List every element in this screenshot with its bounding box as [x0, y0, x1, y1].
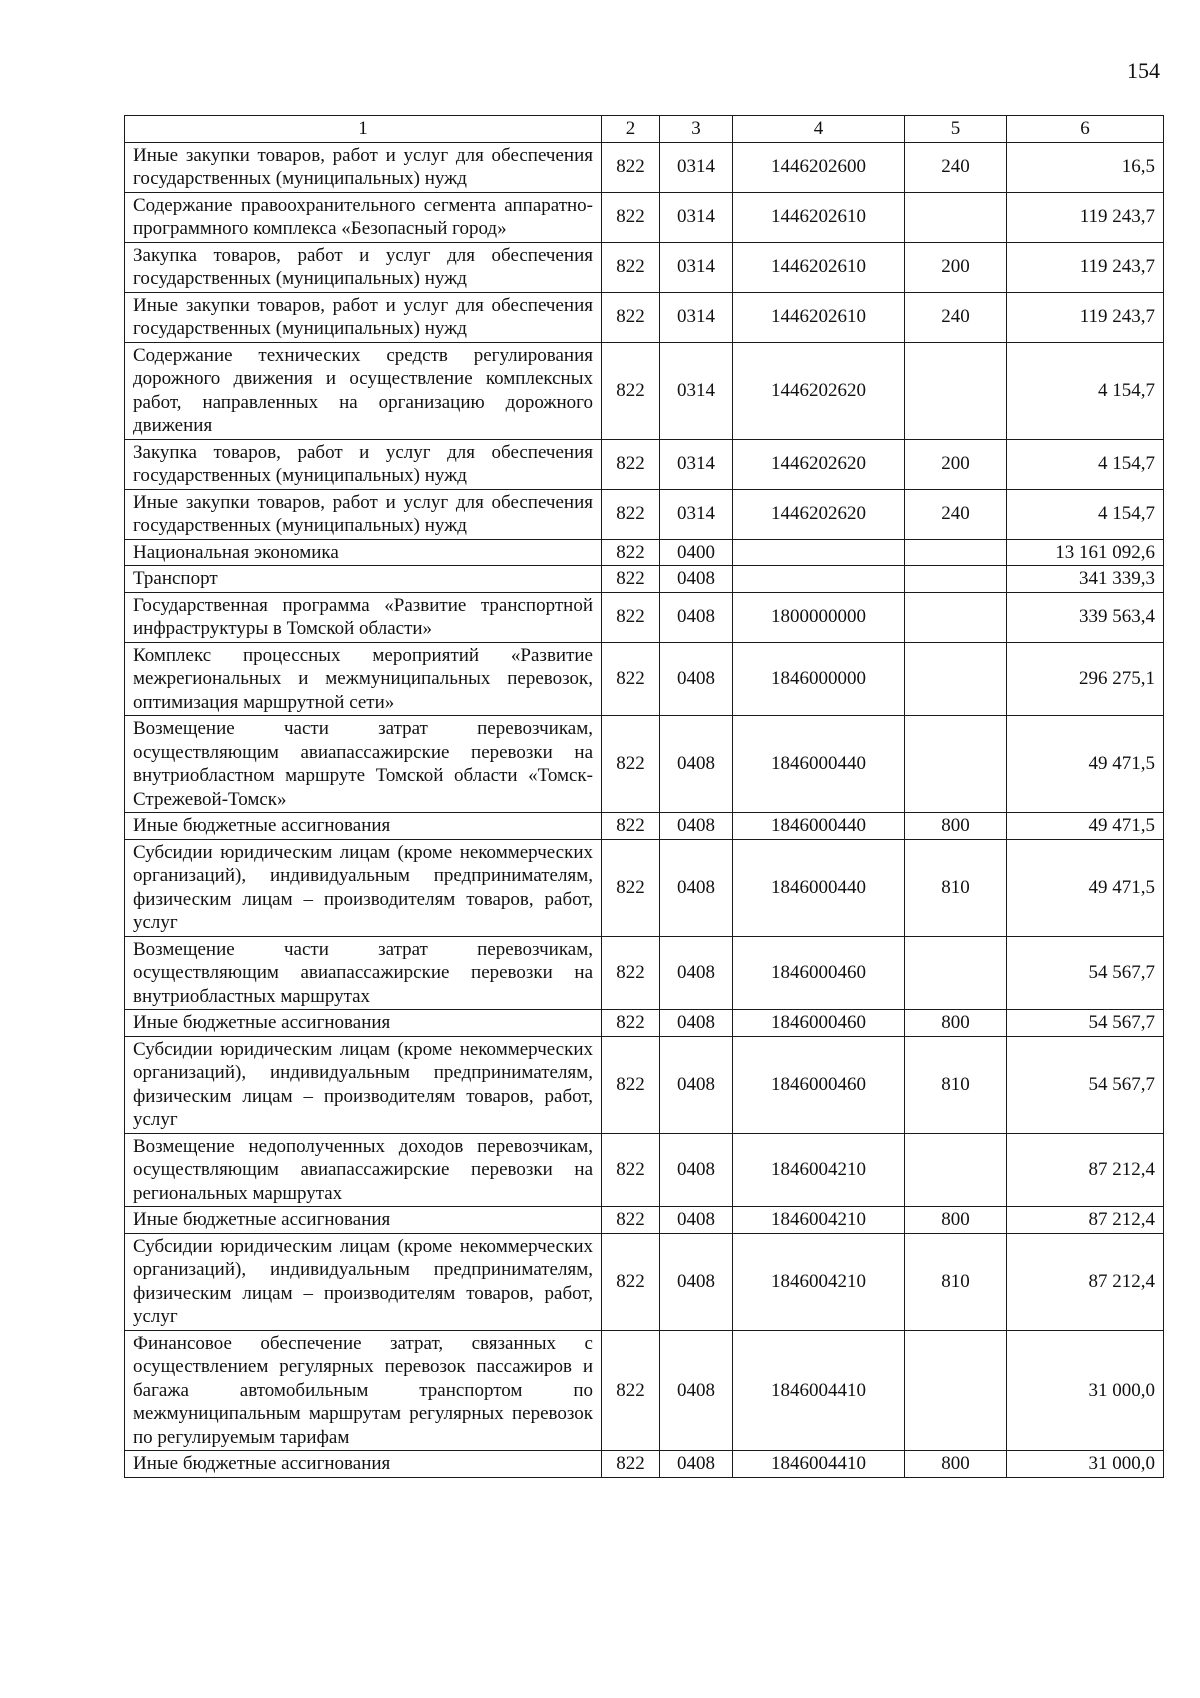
expense-type-cell: 810 — [905, 1036, 1007, 1133]
admin-code-cell: 822 — [602, 1207, 660, 1234]
target-article-cell: 1446202620 — [733, 342, 905, 439]
table-row — [125, 242, 1164, 292]
expense-type-cell: 240 — [905, 142, 1007, 192]
section-code-cell: 0408 — [660, 813, 733, 840]
target-article-cell: 1446202610 — [733, 242, 905, 292]
expense-type-cell — [905, 342, 1007, 439]
amount-cell: 87 212,4 — [1007, 1233, 1164, 1330]
target-article-cell: 1846004410 — [733, 1330, 905, 1451]
section-code-cell: 0314 — [660, 242, 733, 292]
target-article-cell: 1846004410 — [733, 1451, 905, 1478]
row-name-cell: Субсидии юридическим лицам (кроме некоммерческих организаций), индивидуальным предпринимателям, физическим лицам – производителям товаров, работ, услуг — [125, 839, 602, 936]
table-row — [125, 839, 1164, 936]
amount-cell: 54 567,7 — [1007, 1036, 1164, 1133]
section-code-cell: 0408 — [660, 1133, 733, 1207]
admin-code-cell: 822 — [602, 192, 660, 242]
target-article-cell — [733, 539, 905, 566]
target-article-cell: 1446202600 — [733, 142, 905, 192]
expense-type-cell — [905, 192, 1007, 242]
amount-cell: 31 000,0 — [1007, 1451, 1164, 1478]
header-row — [125, 116, 1164, 143]
amount-cell: 119 243,7 — [1007, 292, 1164, 342]
admin-code-cell: 822 — [602, 1451, 660, 1478]
amount-cell: 87 212,4 — [1007, 1133, 1164, 1207]
row-name-cell: Субсидии юридическим лицам (кроме некоммерческих организаций), индивидуальным предпринимателям, физическим лицам – производителям товаров, работ, услуг — [125, 1036, 602, 1133]
target-article-cell: 1846004210 — [733, 1207, 905, 1234]
row-name-cell: Содержание правоохранительного сегмента аппаратно-программного комплекса «Безопасный город» — [125, 192, 602, 242]
admin-code-cell: 822 — [602, 642, 660, 716]
table-row — [125, 142, 1164, 192]
admin-code-cell: 822 — [602, 813, 660, 840]
admin-code-cell: 822 — [602, 292, 660, 342]
target-article-cell: 1846000440 — [733, 839, 905, 936]
target-article-cell: 1846004210 — [733, 1233, 905, 1330]
expense-type-cell: 810 — [905, 1233, 1007, 1330]
section-code-cell: 0408 — [660, 839, 733, 936]
expense-type-cell: 240 — [905, 292, 1007, 342]
row-name-cell: Государственная программа «Развитие транспортной инфраструктуры в Томской области» — [125, 592, 602, 642]
section-code-cell: 0408 — [660, 592, 733, 642]
amount-cell: 31 000,0 — [1007, 1330, 1164, 1451]
section-code-cell: 0314 — [660, 342, 733, 439]
row-name-cell: Иные бюджетные ассигнования — [125, 1451, 602, 1478]
expense-type-cell: 200 — [905, 242, 1007, 292]
section-code-cell: 0400 — [660, 539, 733, 566]
table-row — [125, 1451, 1164, 1478]
admin-code-cell: 822 — [602, 1010, 660, 1037]
row-name-cell: Иные бюджетные ассигнования — [125, 1207, 602, 1234]
expense-type-cell — [905, 936, 1007, 1010]
expense-type-cell: 800 — [905, 1451, 1007, 1478]
row-name-cell: Иные закупки товаров, работ и услуг для обеспечения государственных (муниципальных) нужд — [125, 292, 602, 342]
amount-cell: 119 243,7 — [1007, 192, 1164, 242]
target-article-cell: 1846000460 — [733, 1010, 905, 1037]
column-header-1: 1 — [125, 116, 602, 143]
budget-table — [124, 115, 1164, 1478]
row-name-cell: Возмещение части затрат перевозчикам, осуществляющим авиапассажирские перевозки на внутриобластном маршруте Томской области «Томск-Стрежевой-Томск» — [125, 716, 602, 813]
row-name-cell: Комплекс процессных мероприятий «Развитие межрегиональных и межмуниципальных перевозок, оптимизация маршрутной сети» — [125, 642, 602, 716]
expense-type-cell — [905, 1330, 1007, 1451]
section-code-cell: 0314 — [660, 489, 733, 539]
target-article-cell: 1800000000 — [733, 592, 905, 642]
row-name-cell: Иные бюджетные ассигнования — [125, 813, 602, 840]
target-article-cell: 1846000440 — [733, 813, 905, 840]
column-header-5: 5 — [905, 116, 1007, 143]
page-number: 154 — [1127, 58, 1160, 83]
amount-cell: 49 471,5 — [1007, 813, 1164, 840]
section-code-cell: 0408 — [660, 1010, 733, 1037]
section-code-cell: 0408 — [660, 642, 733, 716]
expense-type-cell — [905, 566, 1007, 593]
expense-type-cell: 810 — [905, 839, 1007, 936]
table-row — [125, 1133, 1164, 1207]
amount-cell: 4 154,7 — [1007, 439, 1164, 489]
expense-type-cell: 240 — [905, 489, 1007, 539]
section-code-cell: 0314 — [660, 439, 733, 489]
admin-code-cell: 822 — [602, 242, 660, 292]
amount-cell: 16,5 — [1007, 142, 1164, 192]
column-header-4: 4 — [733, 116, 905, 143]
target-article-cell — [733, 566, 905, 593]
admin-code-cell: 822 — [602, 936, 660, 1010]
table-body — [125, 142, 1164, 1477]
section-code-cell: 0314 — [660, 192, 733, 242]
row-name-cell: Иные бюджетные ассигнования — [125, 1010, 602, 1037]
expense-type-cell — [905, 539, 1007, 566]
table-row — [125, 489, 1164, 539]
amount-cell: 87 212,4 — [1007, 1207, 1164, 1234]
table-row — [125, 716, 1164, 813]
admin-code-cell: 822 — [602, 342, 660, 439]
admin-code-cell: 822 — [602, 439, 660, 489]
expense-type-cell — [905, 642, 1007, 716]
section-code-cell: 0314 — [660, 292, 733, 342]
section-code-cell: 0408 — [660, 1330, 733, 1451]
expense-type-cell — [905, 592, 1007, 642]
amount-cell: 119 243,7 — [1007, 242, 1164, 292]
admin-code-cell: 822 — [602, 566, 660, 593]
target-article-cell: 1846000460 — [733, 1036, 905, 1133]
section-code-cell: 0408 — [660, 1207, 733, 1234]
target-article-cell: 1846004210 — [733, 1133, 905, 1207]
row-name-cell: Национальная экономика — [125, 539, 602, 566]
table-row — [125, 936, 1164, 1010]
section-code-cell: 0408 — [660, 566, 733, 593]
table-row — [125, 1330, 1164, 1451]
table-row — [125, 1207, 1164, 1234]
amount-cell: 4 154,7 — [1007, 489, 1164, 539]
table-row — [125, 566, 1164, 593]
amount-cell: 13 161 092,6 — [1007, 539, 1164, 566]
row-name-cell: Возмещение недополученных доходов перевозчикам, осуществляющим авиапассажирские перевозки на региональных маршрутах — [125, 1133, 602, 1207]
expense-type-cell: 200 — [905, 439, 1007, 489]
table-row — [125, 342, 1164, 439]
target-article-cell: 1446202620 — [733, 489, 905, 539]
amount-cell: 49 471,5 — [1007, 716, 1164, 813]
section-code-cell: 0314 — [660, 142, 733, 192]
amount-cell: 54 567,7 — [1007, 1010, 1164, 1037]
row-name-cell: Иные закупки товаров, работ и услуг для обеспечения государственных (муниципальных) нужд — [125, 489, 602, 539]
amount-cell: 4 154,7 — [1007, 342, 1164, 439]
target-article-cell: 1846000440 — [733, 716, 905, 813]
row-name-cell: Иные закупки товаров, работ и услуг для обеспечения государственных (муниципальных) нужд — [125, 142, 602, 192]
target-article-cell: 1446202610 — [733, 192, 905, 242]
admin-code-cell: 822 — [602, 539, 660, 566]
target-article-cell: 1446202620 — [733, 439, 905, 489]
table-row — [125, 1036, 1164, 1133]
expense-type-cell — [905, 1133, 1007, 1207]
amount-cell: 339 563,4 — [1007, 592, 1164, 642]
row-name-cell: Возмещение части затрат перевозчикам, осуществляющим авиапассажирские перевозки на внутриобластных маршрутах — [125, 936, 602, 1010]
column-header-2: 2 — [602, 116, 660, 143]
table-row — [125, 1010, 1164, 1037]
amount-cell: 341 339,3 — [1007, 566, 1164, 593]
table-row — [125, 1233, 1164, 1330]
expense-type-cell: 800 — [905, 1207, 1007, 1234]
row-name-cell: Закупка товаров, работ и услуг для обеспечения государственных (муниципальных) нужд — [125, 439, 602, 489]
section-code-cell: 0408 — [660, 1451, 733, 1478]
table-row — [125, 439, 1164, 489]
section-code-cell: 0408 — [660, 1036, 733, 1133]
section-code-cell: 0408 — [660, 936, 733, 1010]
expense-type-cell — [905, 716, 1007, 813]
row-name-cell: Субсидии юридическим лицам (кроме некоммерческих организаций), индивидуальным предпринимателям, физическим лицам – производителям товаров, работ, услуг — [125, 1233, 602, 1330]
admin-code-cell: 822 — [602, 716, 660, 813]
admin-code-cell: 822 — [602, 839, 660, 936]
column-header-6: 6 — [1007, 116, 1164, 143]
table-row — [125, 539, 1164, 566]
amount-cell: 296 275,1 — [1007, 642, 1164, 716]
amount-cell: 49 471,5 — [1007, 839, 1164, 936]
admin-code-cell: 822 — [602, 489, 660, 539]
admin-code-cell: 822 — [602, 142, 660, 192]
table-row — [125, 292, 1164, 342]
section-code-cell: 0408 — [660, 1233, 733, 1330]
table-row — [125, 192, 1164, 242]
target-article-cell: 1846000460 — [733, 936, 905, 1010]
section-code-cell: 0408 — [660, 716, 733, 813]
admin-code-cell: 822 — [602, 1133, 660, 1207]
table-row — [125, 592, 1164, 642]
row-name-cell: Содержание технических средств регулирования дорожного движения и осуществление комплексных работ, направленных на организацию дорожного движения — [125, 342, 602, 439]
admin-code-cell: 822 — [602, 1036, 660, 1133]
target-article-cell: 1846000000 — [733, 642, 905, 716]
admin-code-cell: 822 — [602, 592, 660, 642]
expense-type-cell: 800 — [905, 1010, 1007, 1037]
amount-cell: 54 567,7 — [1007, 936, 1164, 1010]
table-row — [125, 813, 1164, 840]
row-name-cell: Транспорт — [125, 566, 602, 593]
target-article-cell: 1446202610 — [733, 292, 905, 342]
expense-type-cell: 800 — [905, 813, 1007, 840]
table-row — [125, 642, 1164, 716]
row-name-cell: Финансовое обеспечение затрат, связанных с осуществлением регулярных перевозок пассажиров и багажа автомобильным транспортом по межмуниципальным маршрутам регулярных перевозок по регулируемым тарифам — [125, 1330, 602, 1451]
row-name-cell: Закупка товаров, работ и услуг для обеспечения государственных (муниципальных) нужд — [125, 242, 602, 292]
admin-code-cell: 822 — [602, 1330, 660, 1451]
column-header-3: 3 — [660, 116, 733, 143]
admin-code-cell: 822 — [602, 1233, 660, 1330]
table-header — [125, 116, 1164, 143]
